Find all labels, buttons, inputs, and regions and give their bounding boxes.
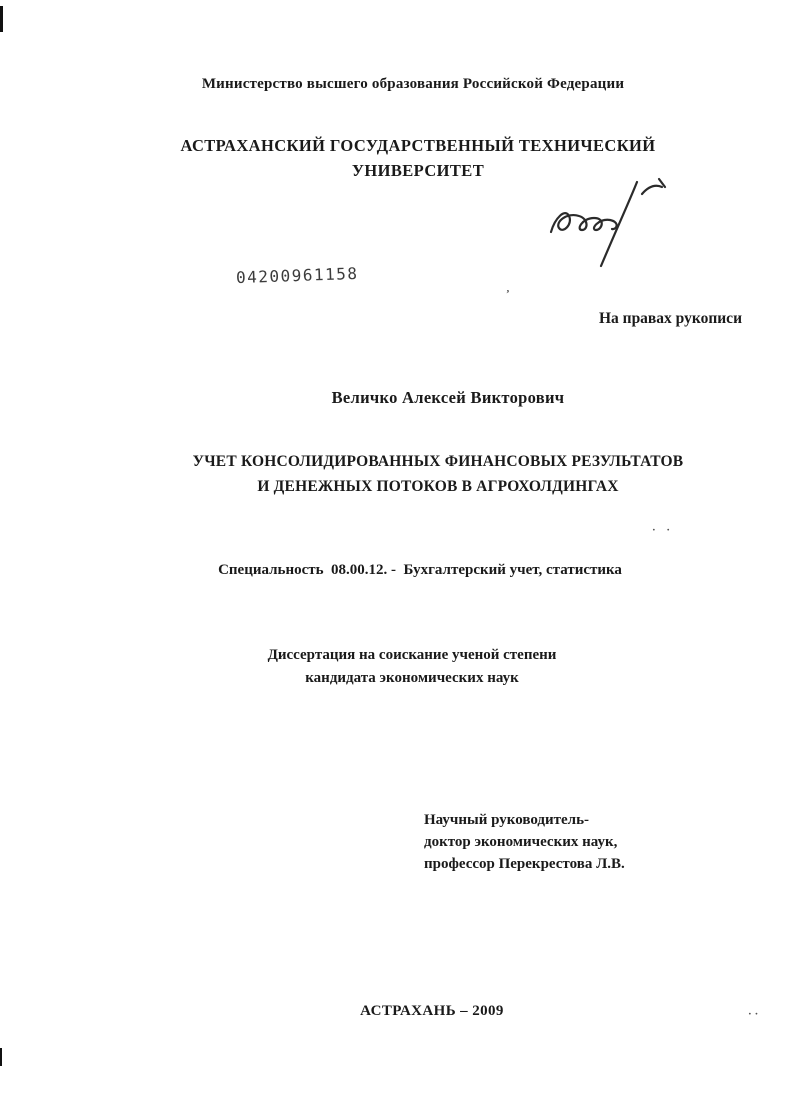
degree-statement-line2: кандидата экономических наук xyxy=(305,669,519,686)
handwritten-signature xyxy=(545,176,670,274)
supervisor-block xyxy=(424,810,625,875)
scan-speck: · · xyxy=(652,524,675,536)
ministry-line: Министерство высшего образования Российской Федерации xyxy=(201,76,625,92)
specialty-line: Специальность 08.00.12. - Бухгалтерский учет, статистика xyxy=(218,562,622,578)
city-year-line: АСТРАХАНЬ – 2009 xyxy=(360,1003,504,1019)
supervisor-line1: Научный руководитель- xyxy=(424,812,589,828)
degree-statement-line1: Диссертация на соискание ученой степени xyxy=(267,647,557,663)
signature-icon xyxy=(545,176,670,274)
dissertation-title xyxy=(118,450,758,500)
scan-edge-artifact xyxy=(0,1048,2,1066)
manuscript-rights-note: На правах рукописи xyxy=(598,310,742,327)
scan-edge-artifact xyxy=(0,6,3,32)
supervisor-line2: доктор экономических наук, xyxy=(424,833,618,850)
dissertation-title-line2: И ДЕНЕЖНЫХ ПОТОКОВ В АГРОХОЛДИНГАХ xyxy=(257,477,619,495)
supervisor-line3: профессор Перекрестова Л.В. xyxy=(424,855,625,872)
degree-statement xyxy=(62,644,762,689)
university-name: АСТРАХАНСКИЙ ГОСУДАРСТВЕННЫЙ ТЕХНИЧЕСКИЙ УНИВЕРСИТЕТ xyxy=(180,136,656,180)
author-name: Величко Алексей Викторович xyxy=(331,388,565,407)
dissertation-title-line1: УЧЕТ КОНСОЛИДИРОВАННЫХ ФИНАНСОВЫХ РЕЗУЛЬТАТОВ xyxy=(192,453,684,470)
inventory-stamp-number: 04200961158 xyxy=(235,263,359,288)
scan-speck: ·· xyxy=(748,1008,762,1020)
scan-speck: ’ xyxy=(506,288,510,300)
